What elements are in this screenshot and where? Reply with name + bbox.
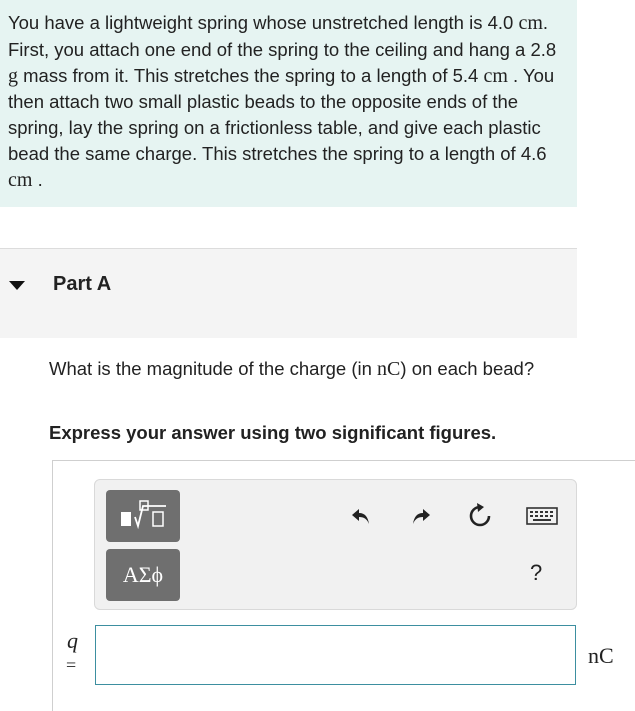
undo-icon — [349, 504, 373, 528]
problem-text — [8, 10, 569, 194]
keyboard-icon — [526, 506, 558, 526]
answer-variable: q — [67, 628, 78, 653]
problem-text-segment: mass from it. This stretches the spring to a length of 5.4 — [23, 64, 479, 86]
help-button[interactable]: ? — [530, 560, 543, 585]
problem-statement — [0, 0, 577, 207]
undo-button[interactable] — [346, 501, 376, 531]
problem-text-segment: . — [37, 168, 43, 190]
problem-text-segment: . You then attach two small plastic beads to the opposite ends of the spring, lay the spring on a frictionless table, and give each plastic bead the same charge. This stretches the spring to a length of 4.6 — [8, 64, 555, 164]
templates-icon — [113, 496, 173, 536]
problem-unit: cm — [483, 64, 508, 87]
question-text — [49, 356, 559, 382]
question-unit: nC — [377, 358, 401, 380]
problem-text-segment: . First, you attach one end of the spring to the ceiling and hang a 2.8 — [8, 12, 557, 60]
math-toolbar — [94, 479, 577, 610]
redo-icon — [409, 504, 433, 528]
problem-unit: cm — [8, 168, 33, 191]
question-segment: ) on each bead? — [400, 358, 535, 379]
reset-button[interactable] — [465, 501, 495, 531]
problem-text-segment: You have a lightweight spring whose unstretched length is — [8, 12, 483, 33]
answer-input[interactable] — [95, 625, 576, 685]
part-a-header[interactable] — [0, 249, 577, 338]
answer-instruction: Express your answer using two significant figures. — [49, 422, 497, 443]
problem-unit: g — [8, 64, 18, 87]
problem-value-length: 4.0 — [487, 12, 514, 33]
answer-unit: nC — [588, 643, 614, 668]
keyboard-button[interactable] — [525, 501, 559, 531]
symbols-button[interactable]: ΑΣϕ — [106, 549, 180, 601]
templates-button[interactable] — [106, 490, 180, 542]
question-segment: What is the magnitude of the charge (in — [49, 358, 372, 379]
equals-sign: = — [66, 655, 77, 675]
reset-icon — [467, 503, 493, 529]
caret-down-icon[interactable] — [9, 281, 25, 290]
redo-button[interactable] — [406, 501, 436, 531]
part-title: Part A — [53, 273, 112, 295]
problem-unit: cm — [518, 12, 543, 34]
